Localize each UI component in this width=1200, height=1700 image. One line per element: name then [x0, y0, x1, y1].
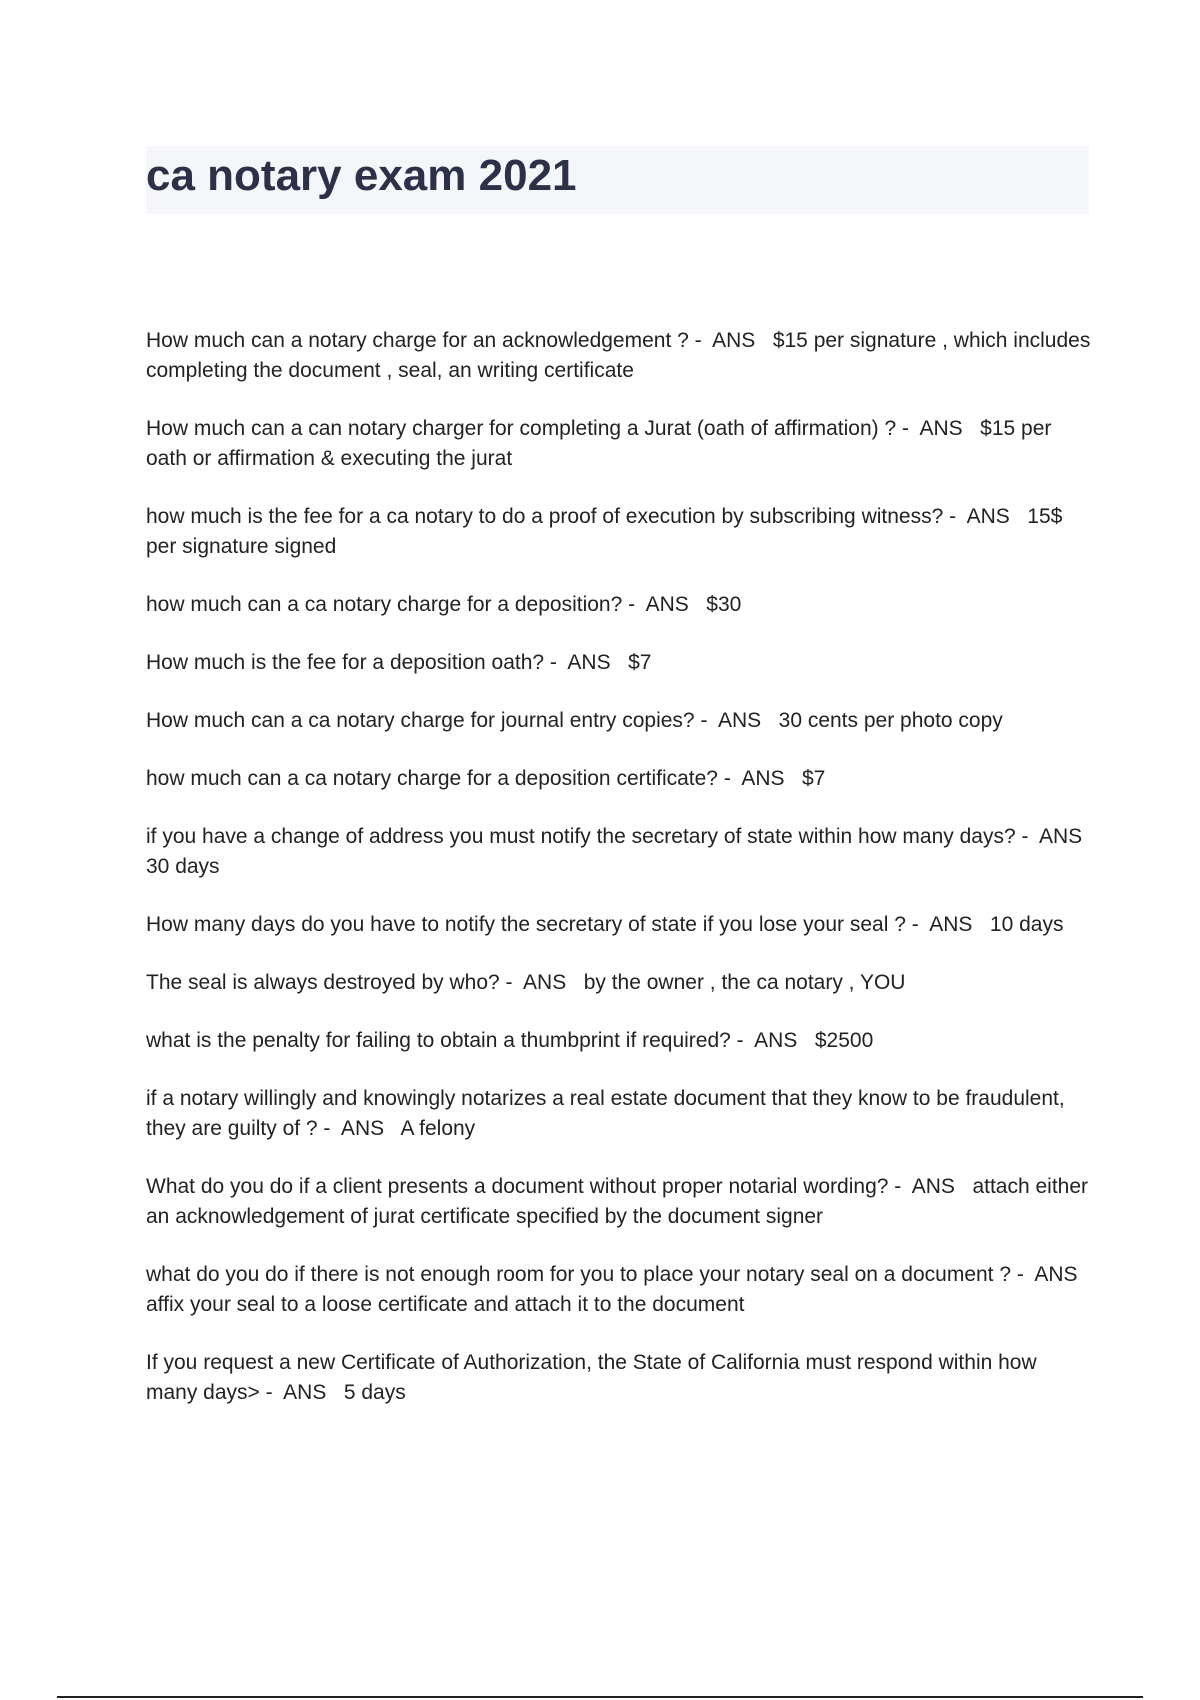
qa-item-9: How many days do you have to notify the secretary of state if you lose your seal ? - ANS 10 days — [146, 913, 1064, 936]
qa-list — [146, 326, 1100, 1436]
qa-item-10: The seal is always destroyed by who? - ANS by the owner , the ca notary , YOU — [146, 971, 906, 994]
qa-item-15: If you request a new Certificate of Authorization, the State of California must respond within how many days> - ANS 5 days — [146, 1351, 1043, 1404]
qa-item-3: how much is the fee for a ca notary to do a proof of execution by subscribing witness? - ANS 15$ per signature signed — [146, 505, 1069, 558]
title-band — [146, 146, 1089, 214]
footer-divider — [57, 1696, 1143, 1698]
qa-item-12: if a notary willingly and knowingly notarizes a real estate document that they know to be fraudulent, they are guilty of ? - ANS A felony — [146, 1087, 1071, 1140]
qa-item-4: how much can a ca notary charge for a deposition? - ANS $30 — [146, 593, 742, 616]
qa-item-5: How much is the fee for a deposition oath? - ANS $7 — [146, 651, 652, 674]
qa-item-1: How much can a notary charge for an acknowledgement ? - ANS $15 per signature , which includes completing the document , seal, an writing certificate — [146, 329, 1097, 382]
qa-item-11: what is the penalty for failing to obtain a thumbprint if required? - ANS $2500 — [146, 1029, 874, 1052]
qa-item-6: How much can a ca notary charge for journal entry copies? - ANS 30 cents per photo copy — [146, 709, 1003, 732]
qa-item-8: if you have a change of address you must notify the secretary of state within how many days? - ANS 30 days — [146, 825, 1100, 878]
qa-item-14: what do you do if there is not enough room for you to place your notary seal on a document ? - ANS affix your seal to a loose certificate and attach it to the document — [146, 1263, 1096, 1316]
qa-item-7: how much can a ca notary charge for a deposition certificate? - ANS $7 — [146, 767, 826, 790]
qa-item-2: How much can a can notary charger for completing a Jurat (oath of affirmation) ? - ANS $15 per oath or affirmation & executing the jurat — [146, 417, 1058, 470]
page-title: ca notary exam 2021 — [146, 151, 577, 200]
qa-item-13: What do you do if a client presents a document without proper notarial wording? - ANS attach either an acknowledgement of jurat certificate specified by the document signer — [146, 1175, 1094, 1228]
